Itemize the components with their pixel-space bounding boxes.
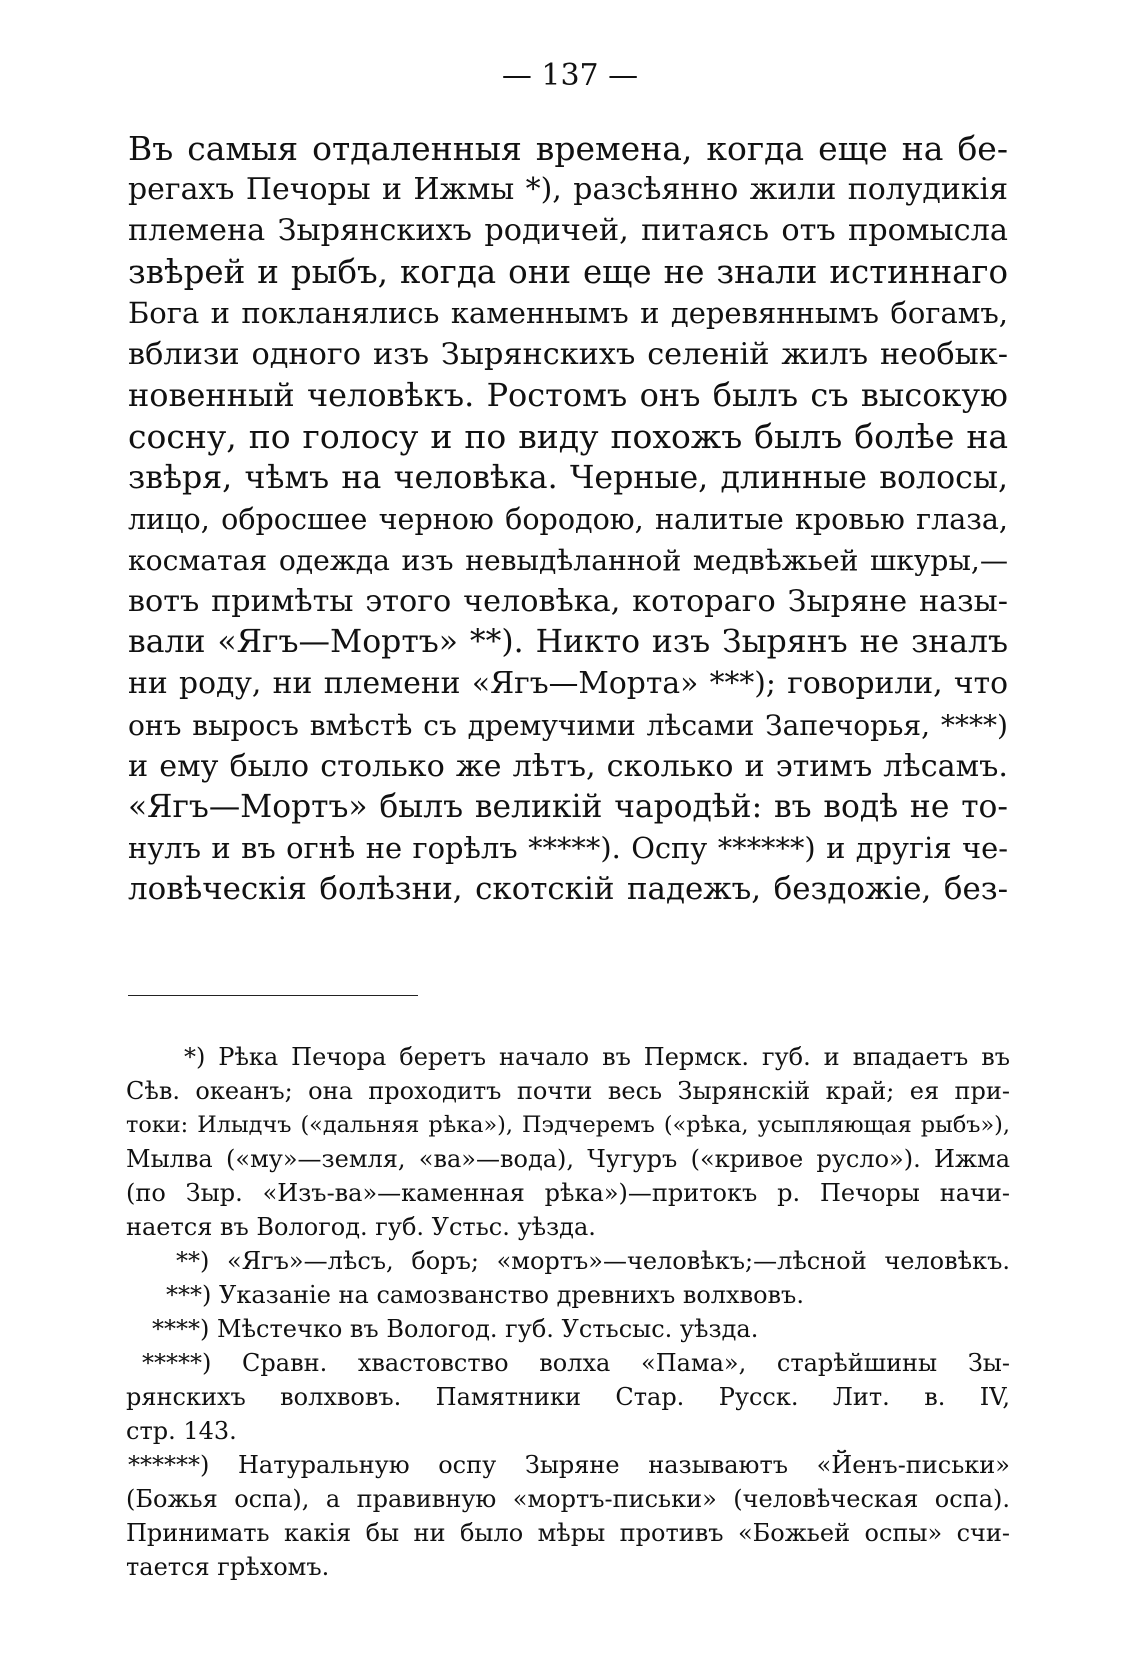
text-line: вблизи одного изъ Зырянскихъ селеній жилъ необык- — [128, 336, 1008, 372]
text-line: ловѣческія болѣзни, скотскій падежъ, бездожіе, без- — [128, 871, 1008, 908]
text-line: онъ выросъ вмѣстѣ съ дремучими лѣсами Запечорья, ****) — [128, 708, 1008, 742]
footnote-line: **) «Ягъ»—лѣсъ, боръ; «мортъ»—человѣкъ;—лѣсной человѣкъ. — [176, 1247, 1010, 1275]
page-number: — 137 — — [501, 58, 639, 93]
text-line: новенный человѣкъ. Ростомъ онъ былъ съ высокую — [128, 376, 1008, 415]
text-line: нулъ и въ огнѣ не горѣлъ *****). Оспу ******) и другія че- — [128, 831, 1008, 866]
text-line: вотъ примѣты этого человѣка, котораго Зыряне назы- — [128, 584, 1008, 620]
footnote-line: Мылва («му»—земля, «ва»—вода), Чугуръ («кривое русло»). Ижма — [126, 1145, 1010, 1173]
text-line: регахъ Печоры и Ижмы *), разсѣянно жили полудикія — [128, 172, 1008, 208]
footnote-line: Принимать какія бы ни было мѣры противъ «Божьей оспы» счи- — [126, 1519, 1010, 1547]
footnote-line: (Божья оспа), а правивную «мортъ-письки» (человѣческая оспа). — [126, 1485, 1010, 1513]
footnote-line: нается въ Вологод. губ. Устьс. уѣзда. — [126, 1213, 596, 1241]
footnote-line: токи: Илыдчъ («дальняя рѣка»), Пэдчеремъ («рѣка, усыпляющая рыбъ»), — [126, 1112, 1010, 1138]
footnote-line: (по Зыр. «Изъ-ва»—каменная рѣка»)—притокъ р. Печоры начи- — [126, 1179, 1010, 1207]
footnote-line: Сѣв. океанъ; она проходитъ почти весь Зырянскій край; ея при- — [126, 1077, 1010, 1105]
footnote-line: ******) Натуральную оспу Зыряне называютъ «Йенъ-письки» — [128, 1451, 1010, 1479]
footnote-line: стр. 143. — [126, 1417, 237, 1445]
text-line: Бога и покланялись каменнымъ и деревяннымъ богамъ, — [128, 295, 1008, 330]
text-line: и ему было столько же лѣтъ, сколько и этимъ лѣсамъ. — [128, 748, 1008, 784]
footnote-line: рянскихъ волхвовъ. Памятники Стар. Русск. Лит. в. IV, — [126, 1383, 1010, 1411]
footnote-line: ***) Указаніе на самозванство древнихъ волхвовъ. — [166, 1281, 804, 1309]
text-line: косматая одежда изъ невыдѣланной медвѣжьей шкуры,— — [128, 543, 1008, 577]
footnote-line: *) Рѣка Печора беретъ начало въ Пермск. губ. и впадаетъ въ — [184, 1043, 1010, 1071]
text-line: племена Зырянскихъ родичей, питаясь отъ промысла — [128, 213, 1008, 249]
text-line: вали «Ягъ—Мортъ» **). Никто изъ Зырянъ не зналъ — [128, 624, 1008, 661]
footnote-line: тается грѣхомъ. — [126, 1553, 330, 1581]
text-line: Въ самыя отдаленныя времена, когда еще на бе- — [128, 129, 1008, 168]
text-line: звѣря, чѣмъ на человѣка. Черные, длинные волосы, — [128, 459, 1008, 496]
footnote-line: ****) Мѣстечко въ Вологод. губ. Устьсыс. уѣзда. — [152, 1315, 759, 1343]
footnotes — [126, 1040, 1010, 1584]
footnote-line: *****) Сравн. хвастовство волха «Пама», старѣйшины Зы- — [142, 1349, 1010, 1377]
text-line: лицо, обросшее черною бородою, налитые кровью глаза, — [128, 501, 1008, 536]
text-line: «Ягъ—Мортъ» былъ великій чародѣй: въ водѣ не то- — [128, 789, 1008, 825]
main-text — [128, 128, 1008, 911]
footnote-separator — [128, 995, 418, 996]
text-line: звѣрей и рыбъ, когда они еще не знали истиннаго — [128, 252, 1008, 291]
text-line: ни роду, ни племени «Ягъ—Морта» ***); говорили, что — [128, 666, 1008, 702]
text-line: сосну, по голосу и по виду похожъ былъ болѣе на — [128, 417, 1008, 457]
